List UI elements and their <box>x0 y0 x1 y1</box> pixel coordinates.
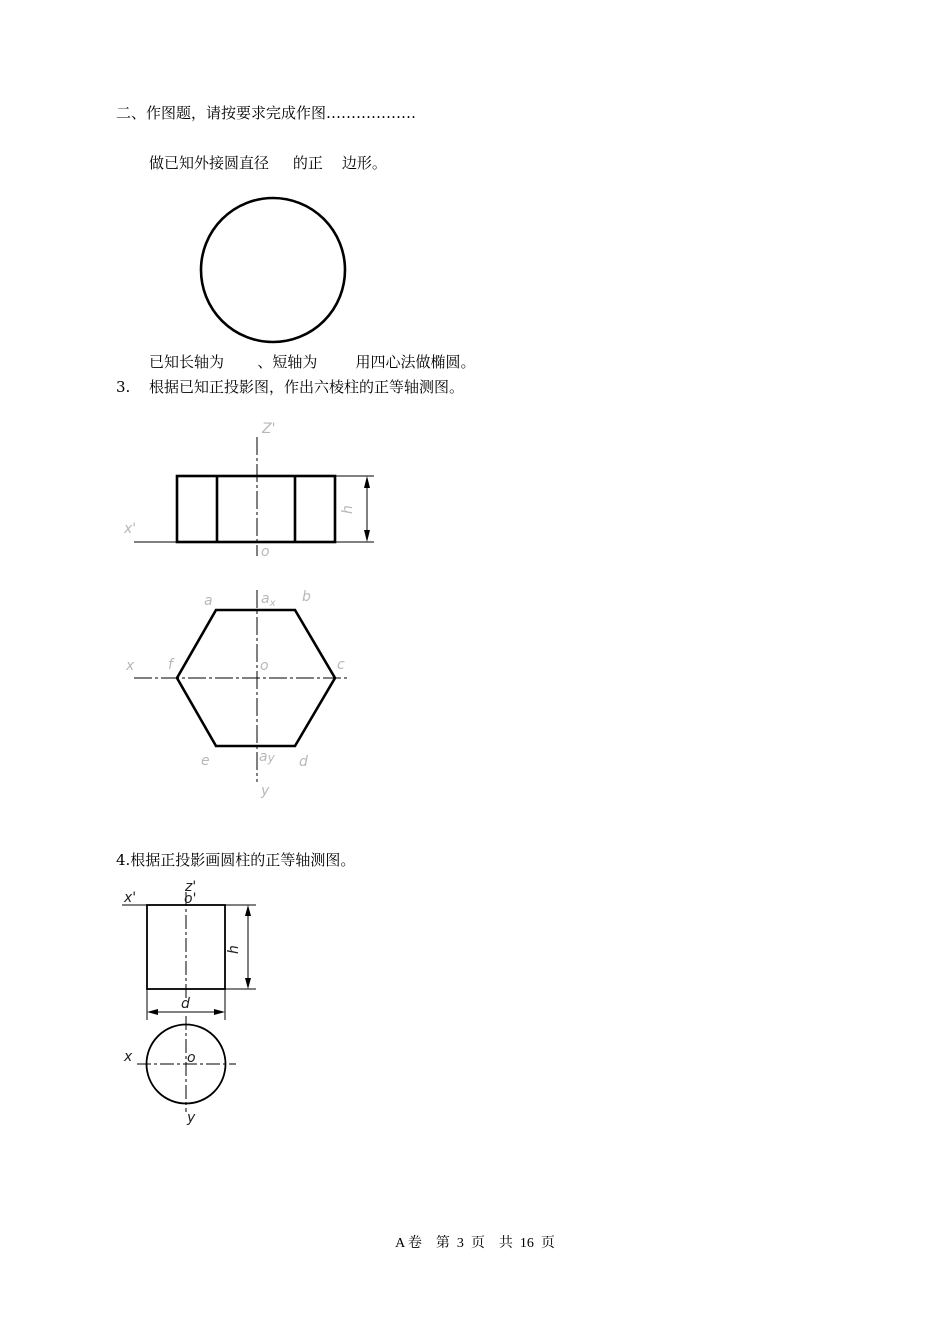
label-cyl-y: y <box>187 1110 196 1126</box>
label-x-prime: x' <box>124 521 137 537</box>
question-3-text: 根据已知正投影图，作出六棱柱的正等轴测图。 <box>149 378 465 396</box>
label-cyl-x-prime: x' <box>124 890 137 906</box>
page-footer: A 卷 第 3 页 共 16 页 <box>395 1236 555 1251</box>
cyl-h-arrow-top <box>245 905 251 916</box>
label-c: c <box>337 657 345 673</box>
label-cyl-o: o <box>187 1050 196 1066</box>
label-cyl-z-prime: z' <box>185 879 197 895</box>
question-2-text: 已知长轴为 、短轴为 用四心法做椭圆。 <box>149 353 476 371</box>
question-1-text: 做已知外接圆直径 的正 边形。 <box>149 154 387 172</box>
label-d: d <box>299 754 308 770</box>
cyl-d-arrow-right <box>214 1009 225 1015</box>
label-e: e <box>201 753 210 769</box>
label-cyl-d: d <box>181 996 190 1012</box>
label-o-front: o <box>261 544 270 560</box>
label-cyl-x: x <box>124 1049 133 1065</box>
label-h-front: h <box>340 505 356 514</box>
label-f: f <box>168 657 173 673</box>
label-ay: ay <box>259 749 275 765</box>
cyl-h-arrow-bottom <box>245 978 251 989</box>
label-y: y <box>261 783 270 799</box>
label-a: a <box>204 593 213 609</box>
section-heading: 二、作图题，请按要求完成作图……………… <box>116 104 417 122</box>
label-ax: $a_x$ <box>261 591 276 609</box>
label-cyl-h: h <box>226 945 242 954</box>
label-z-prime: Z' <box>262 421 276 437</box>
label-cyl-o-prime: o' <box>184 891 197 907</box>
label-o-top: o <box>260 658 269 674</box>
question-4-text: 4.根据正投影画圆柱的正等轴测图。 <box>116 851 356 869</box>
label-b: b <box>302 589 311 605</box>
cyl-d-arrow-left <box>147 1009 158 1015</box>
label-x: x <box>126 658 135 674</box>
question-3-number: 3. <box>116 378 131 396</box>
